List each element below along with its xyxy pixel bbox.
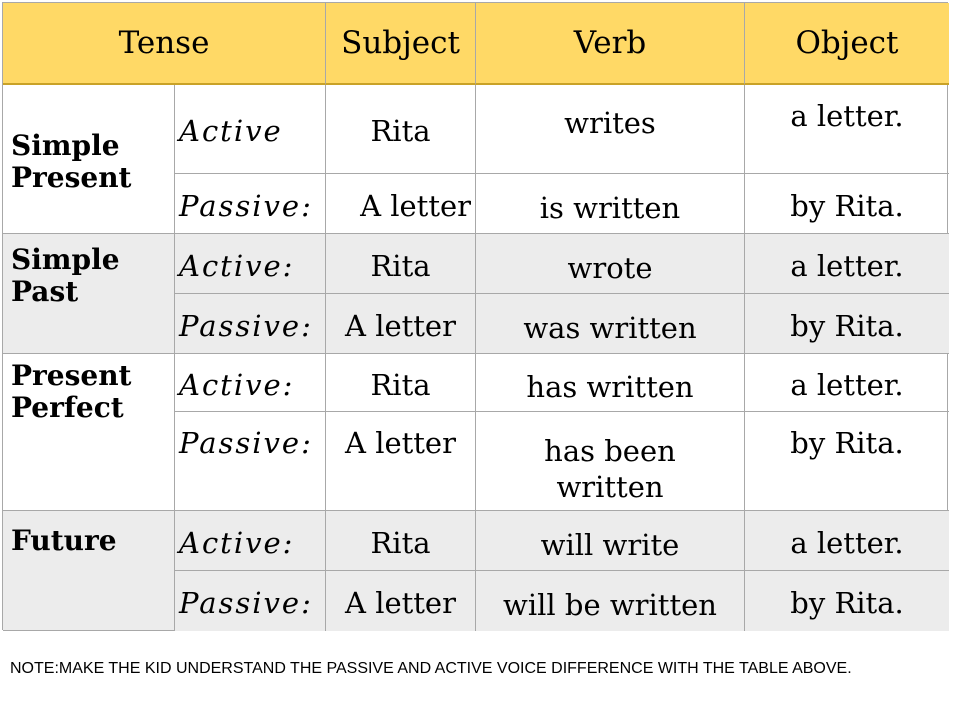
subject-cell: Rita bbox=[326, 511, 476, 571]
object-cell: a letter. bbox=[745, 234, 949, 294]
subject-cell: A letter bbox=[326, 571, 476, 631]
object-cell: by Rita. bbox=[745, 412, 949, 511]
verb-cell: writes bbox=[476, 85, 745, 174]
verb-cell: wrote bbox=[476, 234, 745, 294]
subject-cell: Rita bbox=[326, 85, 476, 174]
object-cell: by Rita. bbox=[745, 571, 949, 631]
voice-label: Passive: bbox=[175, 571, 326, 631]
subject-cell: Rita bbox=[326, 234, 476, 294]
voice-label: Passive: bbox=[175, 174, 326, 234]
verb-cell: will write bbox=[476, 511, 745, 571]
header-tense: Tense bbox=[3, 3, 326, 85]
tense-future: Future bbox=[3, 511, 175, 631]
object-cell: by Rita. bbox=[745, 174, 949, 234]
verb-cell: has written bbox=[476, 354, 745, 412]
object-cell: a letter. bbox=[745, 511, 949, 571]
voice-table bbox=[2, 2, 948, 630]
subject-cell: A letter bbox=[326, 294, 476, 354]
tense-simple-past: Simple Past bbox=[3, 234, 175, 354]
header-verb: Verb bbox=[476, 3, 745, 85]
voice-label: Active: bbox=[175, 354, 326, 412]
subject-cell: Rita bbox=[326, 354, 476, 412]
tense-present-perfect: Present Perfect bbox=[3, 354, 175, 511]
verb-cell: is written bbox=[476, 174, 745, 234]
voice-label: Passive: bbox=[175, 294, 326, 354]
object-cell: a letter. bbox=[745, 85, 949, 174]
teacher-note: NOTE:MAKE THE KID UNDERSTAND THE PASSIVE AND ACTIVE VOICE DIFFERENCE WITH THE TABLE ABOVE. bbox=[10, 660, 852, 677]
voice-label: Passive: bbox=[175, 412, 326, 511]
tense-simple-present: Simple Present bbox=[3, 85, 175, 234]
subject-cell: A letter bbox=[326, 412, 476, 511]
subject-cell: A letter bbox=[326, 174, 476, 234]
object-cell: a letter. bbox=[745, 354, 949, 412]
header-subject: Subject bbox=[326, 3, 476, 85]
voice-label: Active bbox=[175, 85, 326, 174]
verb-cell: has been written bbox=[476, 412, 745, 511]
object-cell: by Rita. bbox=[745, 294, 949, 354]
voice-label: Active: bbox=[175, 511, 326, 571]
verb-cell: was written bbox=[476, 294, 745, 354]
voice-label: Active: bbox=[175, 234, 326, 294]
header-object: Object bbox=[745, 3, 949, 85]
verb-cell: will be written bbox=[476, 571, 745, 631]
